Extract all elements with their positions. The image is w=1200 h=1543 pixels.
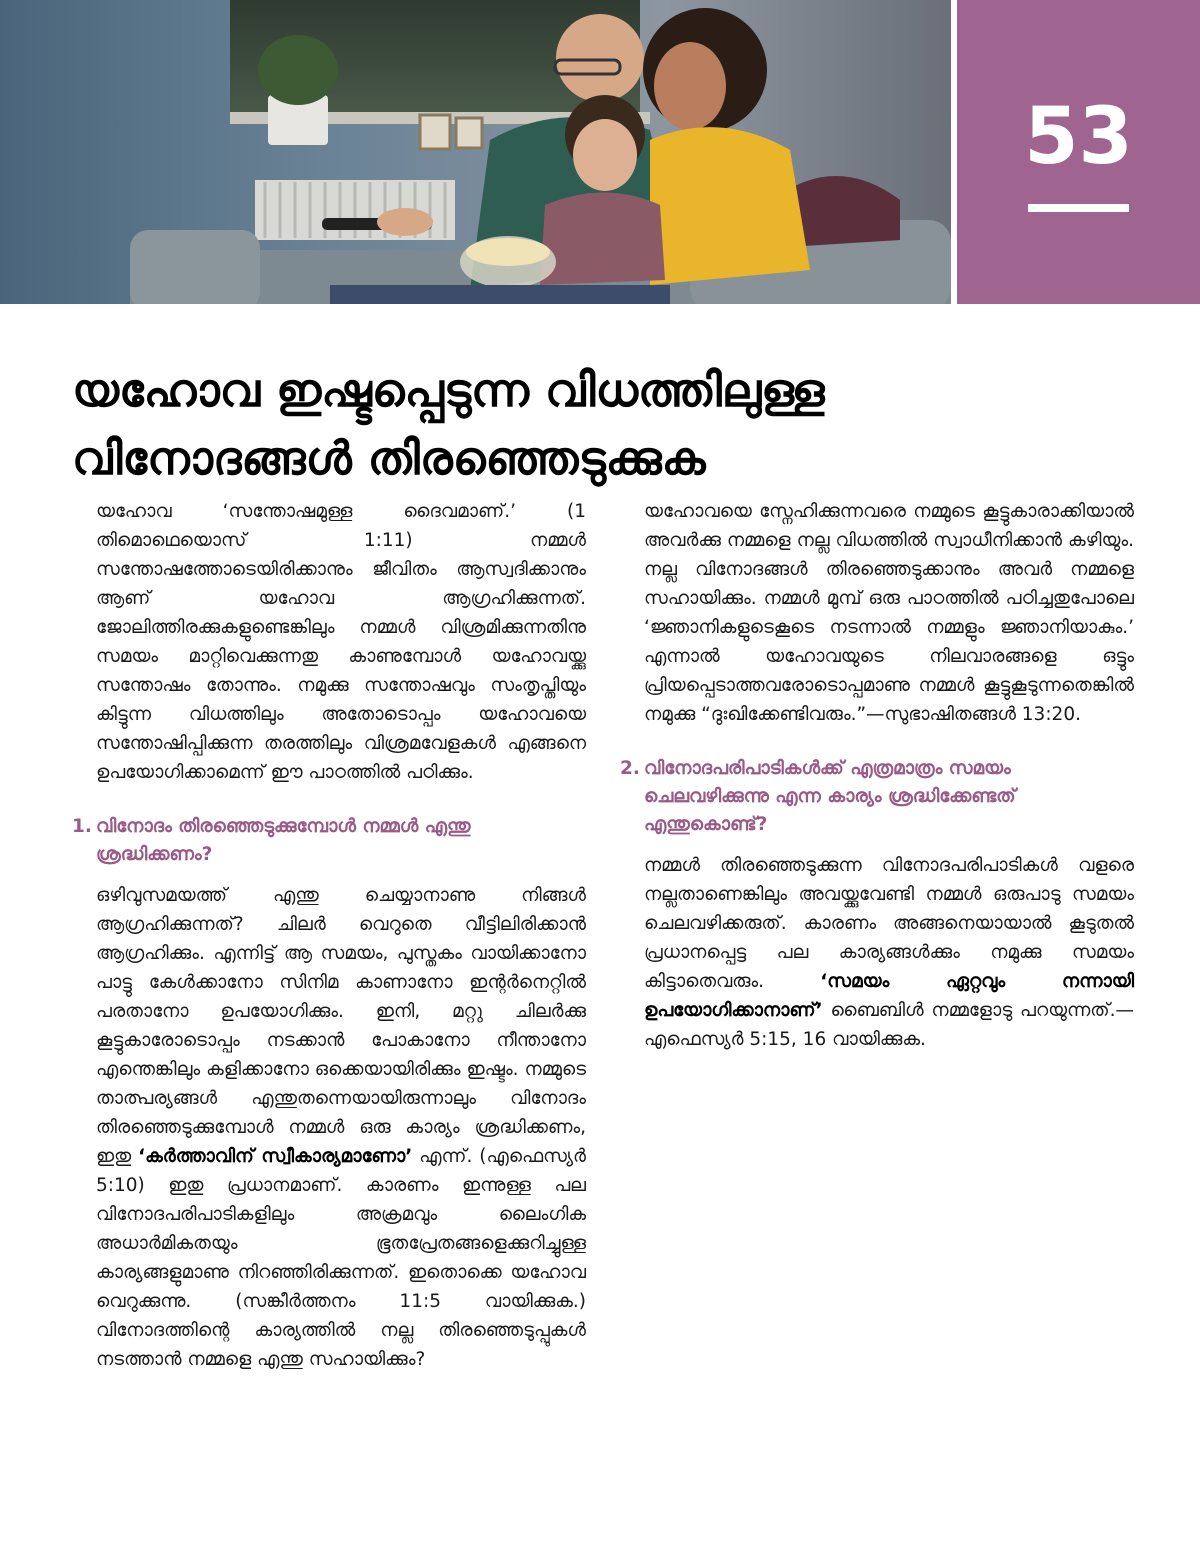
hero-photo xyxy=(0,0,951,304)
section-2-text-a: നമ്മൾ തിരഞ്ഞെടുക്കുന്ന വിനോദപരിപാടികൾ വളരെ നല്ലതാണെങ്കിലും അവയ്ക്കുവേണ്ടി നമ്മൾ ഒരുപാടു സമയം ചെലവഴിക്കരുത്. കാരണം അങ്ങനെയായാൽ കൂടുതൽ പ്രധാനപ്പെട്ട പല കാര്യങ്ങൾക്കും നമുക്കു സമയം കിട്ടാതെവരും. xyxy=(644,855,1134,992)
question-1-number: 1. xyxy=(72,816,92,837)
section-2-text-b: ബൈബിൾ നമ്മളോടു പറയുന്നത്.—എഫെസ്യർ 5:15, 16 വായിക്കുക. xyxy=(644,1000,1134,1050)
question-2-number: 2. xyxy=(620,758,640,779)
right-column xyxy=(620,497,1134,1054)
page-title xyxy=(72,356,1132,492)
section-1-paragraph xyxy=(96,881,586,1374)
title-line-1: യഹോവ ഇഷ്ടപ്പെടുന്ന വിധത്തിലുള്ള xyxy=(72,363,825,417)
intro-paragraph: യഹോവ ‘സന്തോഷമുള്ള ദൈവമാണ്.’ (1 തിമൊഥെയൊസ് 1:11) നമ്മൾ സന്തോഷത്തോടെയിരിക്കാനും ജീവിതം ആസ്വദിക്കാനും ആണ് യഹോവ ആഗ്രഹിക്കുന്നത്. ജോലിത്തിരക്കുകളുണ്ടെങ്കിലും നമ്മൾ വിശ്രമിക്കുന്നതിനു സമയം മാറ്റിവെക്കുന്നതു കാണുമ്പോൾ യഹോവയ്ക്കു സന്തോഷം തോന്നും. നമുക്കു സന്തോഷവും സംതൃപ്തിയും കിട്ടുന്ന വിധത്തിലും അതോടൊപ്പം യഹോവയെ സന്തോഷിപ്പിക്കുന്ന തരത്തിലും വിശ്രമവേളകൾ എങ്ങനെ ഉപയോഗിക്കാമെന്ന് ഈ പാഠത്തിൽ പഠിക്കും. xyxy=(96,501,586,783)
section-2-paragraph xyxy=(644,851,1134,1054)
section-2-bold-quote: ‘സമയം ഏറ്റവും നന്നായി ഉപയോഗിക്കാനാണ്’ xyxy=(644,971,1134,1021)
question-1 xyxy=(72,813,586,869)
question-2-text: വിനോദപരിപാടികൾക്ക് എത്രമാത്രം സമയം ചെലവഴിക്കുന്നു എന്ന കാര്യം ശ്രദ്ധിക്കേണ്ടത് എന്തുകൊണ്ട്? xyxy=(644,758,1016,835)
title-line-2: വിനോദങ്ങൾ തിരഞ്ഞെടുക്കുക xyxy=(72,431,706,485)
family-on-sofa-illustration xyxy=(0,0,951,304)
section-1-text-b: എന്ന്. (എഫെസ്യർ 5:10) ഇതു പ്രധാനമാണ്. കാരണം ഇന്നുള്ള പല വിനോദപരിപാടികളിലും അക്രമവും ലൈംഗിക അധാർമികതയും ഭൂതപ്രേതങ്ങളെക്കുറിച്ചുള്ള കാര്യങ്ങളുമാണു നിറഞ്ഞിരിക്കുന്നത്. ഇതൊക്കെ യഹോവ വെറുക്കുന്നു. (സങ്കീർത്തനം 11:5 വായിക്കുക.) വിനോദത്തിന്റെ കാര്യത്തിൽ നല്ല തിരഞ്ഞെടുപ്പുകൾ നടത്താൻ നമ്മളെ എന്തു സഹായിക്കും? xyxy=(96,1146,586,1370)
question-1-text: വിനോദം തിരഞ്ഞെടുക്കുമ്പോൾ നമ്മൾ എന്തു ശ്രദ്ധിക്കണം? xyxy=(96,816,471,865)
section-1-bold-quote: ‘കർത്താവിന് സ്വീകാര്യമാണോ’ xyxy=(138,1146,413,1167)
left-column xyxy=(72,497,586,1374)
question-2 xyxy=(620,755,1134,839)
section-1-text-a: ഒഴിവുസമയത്ത് എന്തു ചെയ്യാനാണു നിങ്ങൾ ആഗ്രഹിക്കുന്നത്? ചിലർ വെറുതെ വീട്ടിലിരിക്കാൻ ആഗ്രഹിക്കും. എന്നിട്ട് ആ സമയം, പുസ്തകം വായിക്കാനോ പാട്ടു കേൾക്കാനോ സിനിമ കാണാനോ ഇന്റർനെറ്റിൽ പരതാനോ ഉപയോഗിക്കും. ഇനി, മറ്റു ചിലർക്കു കൂട്ടുകാരോടൊപ്പം നടക്കാൻ പോകാനോ നീന്താനോ എന്തെങ്കിലും കളിക്കാനോ ഒക്കെയായിരിക്കും ഇഷ്ടം. നമ്മുടെ താത്പര്യങ്ങൾ എന്തുതന്നെയായിരുന്നാലും വിനോദം തിരഞ്ഞെടുക്കുമ്പോൾ നമ്മൾ ഒരു കാര്യം ശ്രദ്ധിക്കണം, ഇതു xyxy=(96,885,586,1167)
right-intro-paragraph: യഹോവയെ സ്നേഹിക്കുന്നവരെ നമ്മുടെ കൂട്ടുകാരാക്കിയാൽ അവർക്കു നമ്മളെ നല്ല വിധത്തിൽ സ്വാധീനിക്കാൻ കഴിയും. നല്ല വിനോദങ്ങൾ തിരഞ്ഞെടുക്കാനും അവർ നമ്മളെ സഹായിക്കും. നമ്മൾ മുമ്പ് ഒരു പാഠത്തിൽ പഠിച്ചതുപോലെ ‘ജ്ഞാനികളുടെകൂടെ നടന്നാൽ നമ്മളും ജ്ഞാനിയാകും.’ എന്നാൽ യഹോവയുടെ നിലവാരങ്ങളെ ഒട്ടും പ്രിയപ്പെടാത്തവരോടൊപ്പമാണു നമ്മൾ കൂട്ടുകൂടുന്നതെങ്കിൽ നമുക്കു “ദുഃഖിക്കേണ്ടിവരും.”—സുഭാഷിതങ്ങൾ 13:20. xyxy=(644,501,1134,725)
lesson-number-underline xyxy=(1028,204,1129,212)
lesson-number-badge xyxy=(957,0,1200,304)
lesson-number: 53 xyxy=(1024,92,1133,182)
